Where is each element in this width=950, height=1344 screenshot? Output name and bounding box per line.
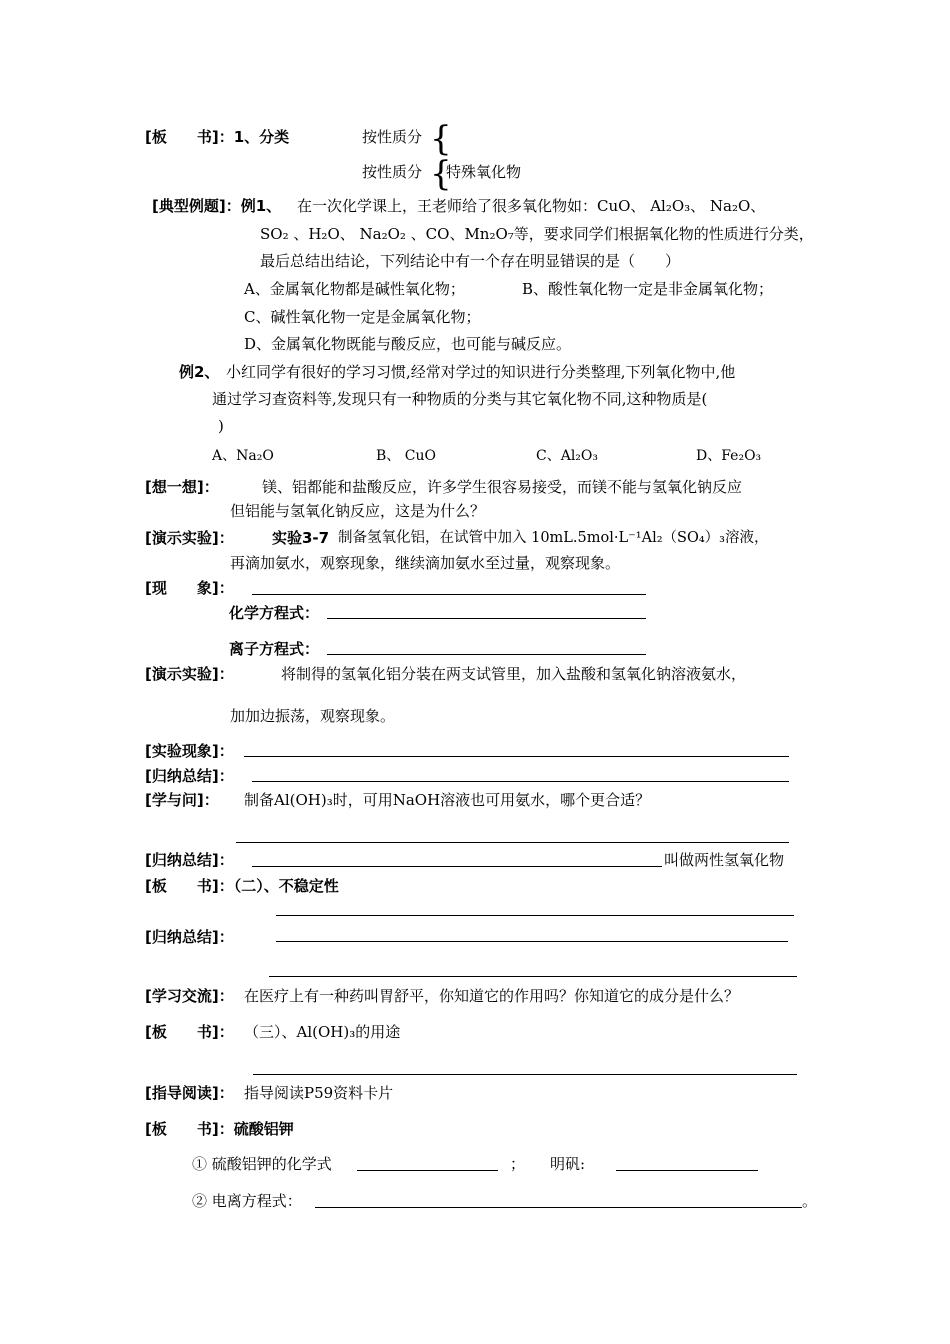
board-tag-1: [板 书]：1、分类 xyxy=(145,128,290,146)
exchange-text: 在医疗上有一种药叫胃舒平，你知道它的作用吗？你知道它的成分是什么？ xyxy=(244,987,740,1005)
ionization-blank[interactable] xyxy=(315,1207,802,1208)
formula-blank[interactable] xyxy=(357,1170,498,1171)
ask-text: 制备Al(OH)₃时，可用NaOH溶液也可用氨水，哪个更合适？ xyxy=(244,791,651,809)
think-tag: [想一想]： xyxy=(145,478,219,496)
amphoteric-text: 叫做两性氢氧化物 xyxy=(664,851,785,869)
item1-sep: ； xyxy=(510,1155,526,1173)
chem-eq-label: 化学方程式： xyxy=(229,604,320,622)
alum-label: 明矾: xyxy=(550,1155,586,1173)
summary-tag-1: [归纳总结]： xyxy=(145,767,234,785)
summary-tag-2: [归纳总结]： xyxy=(145,851,234,869)
left-brace-icon: { xyxy=(430,119,452,159)
exp-phenomenon-blank[interactable] xyxy=(244,756,789,757)
demo1-line1: 制备氢氧化铝，在试管中加入 10mL.5mol·L⁻¹Al₂（SO₄）₃溶液， xyxy=(338,530,769,546)
chem-eq-blank[interactable] xyxy=(327,618,646,619)
experiment-number: 实验3-7 xyxy=(272,529,330,547)
ex1-option-a: A、金属氧化物都是碱性氧化物； xyxy=(244,280,465,298)
guide-text: 指导阅读P59资料卡片 xyxy=(244,1084,394,1102)
ex2-line1: 小红同学有很好的学习习惯,经常对学过的知识进行分类整理,下列氧化物中,他 xyxy=(226,363,736,381)
instability-blank-3[interactable] xyxy=(269,976,797,977)
ex1-line1: 在一次化学课上，王老师给了很多氧化物如：CuO、 Al₂O₃、 Na₂O、 xyxy=(297,197,766,215)
demo1-line2: 再滴加氨水，观察现象，继续滴加氨水至过量，观察现象。 xyxy=(230,554,621,572)
demo2-line1: 将制得的氢氧化铝分装在两支试管里，加入盐酸和氢氧化钠溶液氨水， xyxy=(281,665,747,683)
alum-blank[interactable] xyxy=(616,1170,758,1171)
item2-text: ② 电离方程式： xyxy=(192,1192,302,1210)
ex1-option-d: D、金属氧化物既能与酸反应，也可能与碱反应。 xyxy=(244,335,572,353)
think-line1: 镁、铝都能和盐酸反应，许多学生很容易接受，而镁不能与氢氧化钠反应 xyxy=(262,478,743,496)
ex2-option-b: B、 CuO xyxy=(376,448,436,464)
think-line2: 但铝能与氢氧化钠反应，这是为什么？ xyxy=(230,502,486,520)
example-tag: [典型例题]：例1、 xyxy=(152,197,282,215)
phenomenon-tag: [现 象]： xyxy=(145,579,234,597)
summary-blank-2[interactable] xyxy=(252,866,662,867)
ask-answer-blank[interactable] xyxy=(236,842,789,843)
board3-text: （三）、Al(OH)₃的用途 xyxy=(244,1023,401,1041)
classify-row-1: 按性质分 xyxy=(362,128,423,146)
board-tag-2: [板 书]：（二）、不稳定性 xyxy=(145,877,339,895)
special-oxide: 特殊氧化物 xyxy=(446,163,522,181)
ex2-option-c: C、Al₂O₃ xyxy=(536,448,599,464)
demo2-line2: 加加边振荡，观察现象。 xyxy=(230,707,396,725)
demo-tag-2: [演示实验]： xyxy=(145,665,234,683)
item1-text: ① 硫酸铝钾的化学式 xyxy=(192,1155,332,1173)
ex1-option-c: C、碱性氧化物一定是金属氧化物； xyxy=(244,308,481,326)
ex2-label: 例2、 xyxy=(179,363,220,381)
ex2-option-a: A、Na₂O xyxy=(212,448,274,464)
exchange-tag: [学习交流]： xyxy=(145,987,234,1005)
ex1-option-b: B、酸性氧化物一定是非金属氧化物； xyxy=(522,280,774,298)
ask-tag: [学与问]： xyxy=(145,791,219,809)
instability-blank-2[interactable] xyxy=(276,941,788,942)
ex2-line3: ) xyxy=(218,417,224,435)
board-tag-3: [板 书]： xyxy=(145,1023,234,1041)
guide-tag: [指导阅读]： xyxy=(145,1084,234,1102)
classify-row-2: 按性质分 xyxy=(362,163,423,181)
usage-blank[interactable] xyxy=(253,1074,797,1075)
ion-eq-blank[interactable] xyxy=(327,654,646,655)
ex1-line2: SO₂ 、H₂O、 Na₂O₂ 、CO、Mn₂O₇等，要求同学们根据氧化物的性质进行分类， xyxy=(260,225,814,243)
item2-end: 。 xyxy=(802,1192,818,1210)
summary-tag-3: [归纳总结]： xyxy=(145,928,234,946)
board-tag-4: [板 书]：硫酸铝钾 xyxy=(145,1120,294,1138)
ex1-line3: 最后总结出结论，下列结论中有一个存在明显错误的是（ ） xyxy=(260,252,681,270)
left-brace-icon: { xyxy=(430,154,452,194)
phenomenon-blank[interactable] xyxy=(252,594,646,595)
summary-blank-1[interactable] xyxy=(252,781,789,782)
exp-phenomenon-tag: [实验现象]： xyxy=(145,742,234,760)
instability-blank-1[interactable] xyxy=(276,915,794,916)
ex2-option-d: D、Fe₂O₃ xyxy=(696,448,762,464)
ex2-line2: 通过学习查资料等,发现只有一种物质的分类与其它氧化物不同,这种物质是( xyxy=(212,390,708,408)
ion-eq-label: 离子方程式： xyxy=(229,640,320,658)
demo-tag-1: [演示实验]： xyxy=(145,529,234,547)
